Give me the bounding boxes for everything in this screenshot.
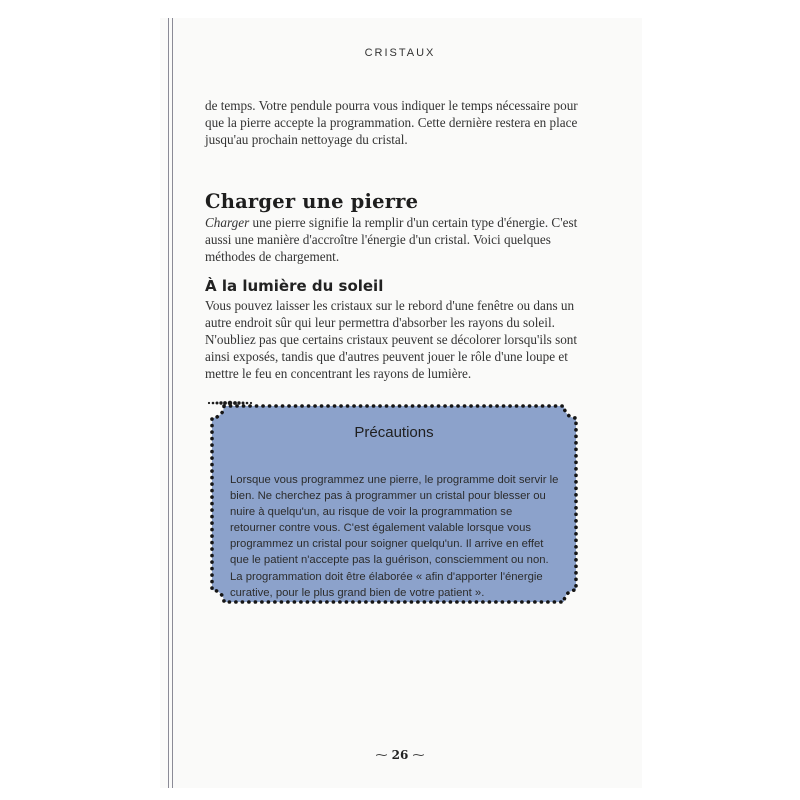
flourish-left-icon: ⁓ — [375, 748, 388, 762]
intro-paragraph: de temps. Votre pendule pourra vous indiquer le temps nécessaire pour que la pierre accepte la programmation. Cette dernière restera en place jusqu'au prochain nettoyage du cristal. — [205, 98, 578, 147]
ornament-divider-icon — [206, 400, 254, 406]
callout-title: Précautions — [354, 424, 434, 441]
flourish-right-icon: ⁓ — [412, 748, 425, 762]
section-heading: Charger une pierre — [205, 190, 419, 213]
section-paragraph-text: une pierre signifie la remplir d'un certain type d'énergie. C'est aussi une manière d'accroître l'énergie d'un cristal. Voici quelques méthodes de chargement. — [205, 215, 578, 264]
running-head: CRISTAUX — [364, 47, 436, 59]
page-edge-line — [168, 18, 169, 788]
page-number-block — [0, 748, 800, 762]
page-number: 26 — [391, 748, 409, 762]
subsection-heading: À la lumière du soleil — [205, 277, 384, 295]
subsection-paragraph: Vous pouvez laisser les cristaux sur le rebord d'une fenêtre ou dans un autre endroit sûr qui leur permettra d'absorber les rayons du soleil. N'oubliez pas que certains cristaux peuvent se décolorer lorsqu'ils sont ainsi exposés, tandis que d'autres peuvent jouer le rôle d'une loupe et mettre le feu en concentrant les rayons de lumière. — [205, 298, 578, 381]
emphasis-word: Charger — [205, 215, 250, 230]
section-paragraph — [205, 214, 587, 265]
precautions-callout — [206, 400, 582, 608]
callout-body: Lorsque vous programmez une pierre, le programme doit servir le bien. Ne cherchez pas à programmer un cristal pour blesser ou nuire à quelqu'un, au risque de voir la programmation se retourner contre vous. C'est également valable lorsque vous programmez un cristal pour soigner quelqu'un. Il arrive en effet que le patient n'accepte pas la guérison, consciemment ou non. La programmation doit être élaborée « afin d'apporter l'énergie curative, pour le plus grand bien de votre patient ». — [230, 474, 559, 599]
page-edge-line — [172, 18, 173, 788]
